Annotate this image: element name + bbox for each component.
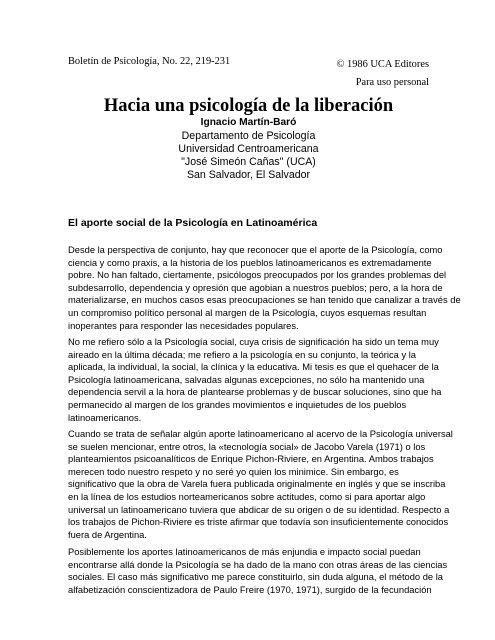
body-paragraph	[68, 428, 453, 541]
affiliation-line: "José Simeón Cañas" (UCA)	[181, 156, 316, 169]
body-paragraph	[68, 546, 448, 596]
text-line: los trabajos de Pichon-Riviere es triste afirmar que todavía son insuficientemente conocidos	[68, 517, 449, 528]
affiliation-line: San Salvador, El Salvador	[186, 169, 311, 182]
title-block	[68, 96, 429, 183]
usage-notice: Para uso personal	[355, 76, 429, 88]
text-line: aplicada, la individual, la social, la clínica y la educativa. Mi tesis es que el quehacer de la	[68, 362, 439, 373]
text-line: merecen todo nuestro respeto y no seré yo quien los minimice. Sin embargo, es	[68, 466, 399, 477]
affiliation-line: Universidad Centroamericana	[178, 142, 319, 155]
text-line: permanecido al margen de los grandes movimientos e inquietudes de los pueblos	[68, 399, 407, 410]
article-title: Hacia una psicología de la liberación	[103, 96, 394, 116]
text-line: fuera de Argentina.	[68, 529, 147, 540]
text-line: planteamientos psicoanalíticos de Enrique Pichon-Riviere, en Argentina. Ambos trabajos	[68, 454, 434, 465]
text-line: Posiblemente los aportes latinoamericanos de más enjundia e impacto social puedan	[68, 547, 421, 557]
copyright-notice: © 1986 UCA Editores	[336, 59, 429, 70]
text-line: dependencia servil a la hora de plantearse problemas y de buscar soluciones, sino que ha	[68, 387, 442, 398]
body-paragraph	[68, 244, 461, 332]
text-line: pobre. No han faltado, ciertamente, psicólogos preocupados por los grandes problemas del	[68, 270, 447, 281]
text-line: Desde la perspectiva de conjunto, hay que reconocer que el aporte de la Psicología, como	[68, 245, 443, 255]
text-line: Cuando se trata de señalar algún aporte latinoamericano al acervo de la Psicología universal	[68, 429, 453, 439]
journal-citation: Boletín de Psicología, No. 22, 219-231	[68, 56, 231, 67]
section-heading: El aporte social de la Psicología en Latinoamérica	[68, 217, 318, 229]
text-line: universal un latinoamericano tuviera que abdicar de su origen o de su identidad. Respecto a	[68, 504, 450, 515]
text-line: se suelen mencionar, entre otros, la «tecnología social» de Jacobo Varela (1971) o los	[68, 441, 426, 452]
text-line: significativo que la obra de Varela fuera publicada originalmente en inglés y que se inscriba	[68, 479, 446, 490]
text-line: inoperantes para responder las necesidades populares.	[68, 320, 299, 331]
text-line: subdesarrollo, dependencia y opresión que agobian a nuestros pueblos; pero, a la hora de	[68, 282, 443, 293]
text-line: encontrarse allá donde la Psicología se ha dado de la mano con otras áreas de las ciencias	[68, 559, 448, 570]
text-line: No me refiero sólo a la Psicología social, cuya crisis de significación ha sido un tema muy	[68, 337, 439, 347]
text-line: alfabetización conscientizadora de Paulo Freire (1970, 1971), surgido de la fecundación	[68, 584, 432, 595]
affiliation-line: Departamento de Psicología	[181, 129, 316, 142]
text-line: latinoamericanos.	[68, 412, 142, 423]
text-line: un compromiso político personal al margen de la Psicología, cuyos esquemas resultan	[68, 307, 427, 318]
text-line: ciencia y como praxis, a la historia de los pueblos latinoamericanos es extremadamente	[68, 257, 432, 268]
text-line: en la línea de los estudios norteamericanos sobre actitudes, como si para aportar algo	[68, 491, 426, 502]
text-line: materializarse, en muchos casos esas preocupaciones se han tenido que canalizar a través de	[68, 295, 461, 306]
body-paragraph	[68, 336, 442, 424]
author-name: Ignacio Martín-Baró	[200, 117, 297, 128]
header-right	[337, 56, 429, 91]
text-line: sociales. El caso más significativo me parece constituirlo, sin duda alguna, el método de la	[68, 572, 443, 583]
text-line: Psicología latinoamericana, salvadas algunas excepciones, no sólo ha mantenido una	[68, 374, 425, 385]
text-line: aireado en la última década; me refiero a la psicología en su conjunto, la teórica y la	[68, 349, 416, 360]
